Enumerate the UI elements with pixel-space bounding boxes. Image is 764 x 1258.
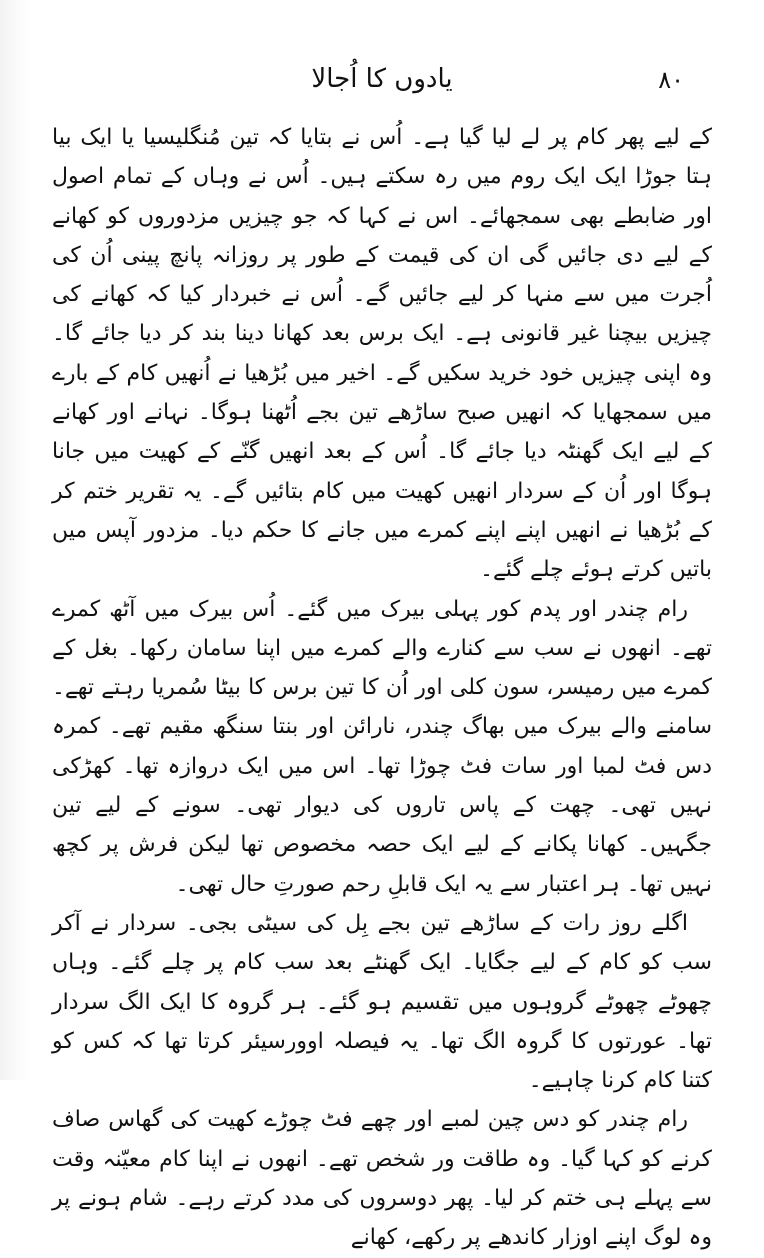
paragraph-4: رام چندر کو دس چین لمبے اور چھے فٹ چوڑے کھیت کی گھاس صاف کرنے کو کہا گیا۔ وہ طاقت ور شخص تھے۔ انھوں نے اپنا کام معیّنہ وقت سے پہلے ہی ختم کر لیا۔ پھر دوسروں کی مدد کرتے رہے۔ شام ہونے پر وہ لوگ اپنے اوزار کاندھے پر رکھے، کھانے — [52, 1107, 712, 1251]
page-title: یادوں کا اُجالا — [311, 64, 453, 94]
paragraph-3: اگلے روز رات کے ساڑھے تین بجے بِل کی سیٹی بجی۔ سردار نے آکر سب کو کام کے لیے جگایا۔ ایک گھنٹے بعد سب کام پر چلے گئے۔ وہاں چھوٹے چھوٹے گروہوں میں تقسیم ہو گئے۔ ہر گروہ کا ایک الگ سردار تھا۔ عورتوں کا گروہ الگ تھا۔ یہ فیصلہ اوورسیئر کرتا تھا کہ کس کو کتنا کام کرنا چاہیے۔ — [52, 910, 712, 1094]
page-number: ۸۰ — [658, 66, 684, 94]
paragraph-2: رام چندر اور پدم کور پہلی بیرک میں گئے۔ اُس بیرک میں آٹھ کمرے تھے۔ انھوں نے سب سے کنارے والے کمرے میں اپنا سامان رکھا۔ بغل کے کمرے میں رمیسر، سون کلی اور اُن کا تین برس کا بیٹا سُمریا رہتے تھے۔ سامنے والے بیرک میں بھاگ چندر، نارائن اور بنتا سنگھ مقیم تھے۔ کمرہ دس فٹ لمبا اور سات فٹ چوڑا تھا۔ اس میں ایک دروازہ تھا۔ کھڑکی نہیں تھی۔ چھت کے پاس تاروں کی دیوار تھی۔ سونے کے لیے تین جگہیں۔ کھانا پکانے کے لیے ایک حصہ مخصوص تھا لیکن فرش پر کچھ نہیں تھا۔ ہر اعتبار سے یہ ایک قابلِ رحم صورتِ حال تھی۔ — [52, 596, 712, 897]
scan-edge-shadow — [0, 0, 30, 1080]
page-body — [52, 118, 712, 1258]
paragraph-1: کے لیے پھر کام پر لے لیا گیا ہے۔ اُس نے بتایا کہ تین مُنگلیسیا یا ایک بیا ہتا جوڑا ایک ایک روم میں رہ سکتے ہیں۔ اُس نے وہاں کے تمام اصول اور ضابطے بھی سمجھائے۔ اس نے کہا کہ جو چیزیں مزدوروں کو کھانے کے لیے دی جائیں گی ان کی قیمت کے طور پر روزانہ پانچ پینی اُن کی اُجرت میں سے منہا کر لیے جائیں گے۔ اُس نے خبردار کیا کہ کھانے کی چیزیں بیچنا غیر قانونی ہے۔ ایک برس بعد کھانا دینا بند کر دیا جائے گا۔ وہ اپنی چیزیں خود خرید سکیں گے۔ اخیر میں بُڑھیا نے اُنھیں کام کے بارے میں سمجھایا کہ انھیں صبح ساڑھے تین بجے اُٹھنا ہوگا۔ نہانے اور کھانے کے لیے ایک گھنٹہ دیا جائے گا۔ اُس کے بعد انھیں گنّے کے کھیت میں جانا ہوگا اور اُن کے سردار انھیں کھیت میں کام بتائیں گے۔ یہ تقریر ختم کر کے بُڑھیا نے انھیں اپنے اپنے کمرے میں جانے کا حکم دیا۔ مزدور آپس میں باتیں کرتے ہوئے چلے گئے۔ — [52, 125, 712, 583]
page-header — [80, 60, 684, 110]
